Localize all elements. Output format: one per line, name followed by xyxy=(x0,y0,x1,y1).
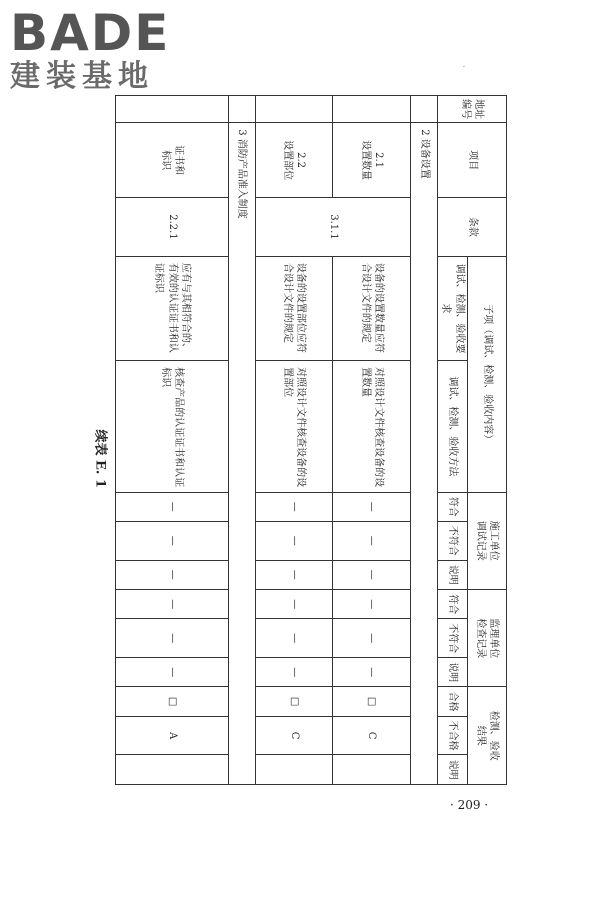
rotated-table-content xyxy=(115,95,507,785)
address-cell xyxy=(255,96,333,123)
section-title-equipment: 2 设备设置 xyxy=(411,123,438,785)
construction-nonconform: — xyxy=(255,522,333,561)
header-construction-nonconform: 不符合 xyxy=(438,522,468,561)
table-row xyxy=(333,96,411,785)
scan-dot: · xyxy=(463,64,465,71)
supervision-conform: — xyxy=(333,590,411,619)
result-qualified-checkbox: □ xyxy=(255,687,333,716)
header-construction-group: 施工单位 调试记录 xyxy=(468,492,507,589)
address-cell xyxy=(333,96,411,123)
row-requirement: 设备的设置数量应符合设计文件的规定 xyxy=(333,256,411,360)
header-result-qualified: 合格 xyxy=(438,687,468,716)
construction-conform: — xyxy=(333,492,411,521)
construction-nonconform: — xyxy=(333,522,411,561)
supervision-nonconform: — xyxy=(255,619,333,658)
section-address-cell xyxy=(411,96,438,123)
result-note xyxy=(333,755,411,785)
header-construction-conform: 符合 xyxy=(438,492,468,521)
header-address-code: 地址编号 xyxy=(438,96,507,123)
construction-note: — xyxy=(255,560,333,589)
logo-subtitle: 建装基地 xyxy=(10,59,154,94)
header-method: 调试、检测、验收方法 xyxy=(438,361,468,492)
construction-note: — xyxy=(116,560,229,589)
result-unqualified-grade: C xyxy=(255,716,333,755)
construction-nonconform: — xyxy=(116,522,229,561)
row-clause: 3.1.1 xyxy=(255,197,410,256)
supervision-note: — xyxy=(255,657,333,686)
row-clause: 2.2.1 xyxy=(116,197,229,256)
supervision-note: — xyxy=(333,657,411,686)
table-title: 续表 E. 1 xyxy=(92,429,108,489)
header-supervision-nonconform: 不符合 xyxy=(438,619,468,658)
supervision-conform: — xyxy=(116,590,229,619)
result-note xyxy=(255,755,333,785)
row-item: 证书和 标识 xyxy=(116,123,229,198)
result-note xyxy=(116,755,229,785)
row-method: 对照设计文件核查设备的设置部位 xyxy=(255,361,333,492)
section-title-product-access: 3 消防产品准入制度 xyxy=(228,123,255,785)
row-requirement: 应有与其相符合的、有效的认证证书和认证标识 xyxy=(116,256,229,360)
supervision-nonconform: — xyxy=(116,619,229,658)
rotated-table-wrapper xyxy=(115,95,507,785)
construction-conform: — xyxy=(116,492,229,521)
row-item: 2.2 设置部位 xyxy=(255,123,333,198)
section-address-cell xyxy=(228,96,255,123)
header-supervision-conform: 符合 xyxy=(438,590,468,619)
result-unqualified-grade: C xyxy=(333,716,411,755)
row-requirement: 设备的设置部位应符合设计文件的规定 xyxy=(255,256,333,360)
header-item: 项目 xyxy=(438,123,507,198)
logo-brand-text: BADE xyxy=(10,4,171,62)
table-row xyxy=(116,96,229,785)
header-result-unqualified: 不合格 xyxy=(438,716,468,755)
construction-note: — xyxy=(333,560,411,589)
result-unqualified-grade: A xyxy=(116,716,229,755)
acceptance-table xyxy=(115,95,507,785)
supervision-conform: — xyxy=(255,590,333,619)
row-method: 对照设计文件核查设备的设置数量 xyxy=(333,361,411,492)
header-subitem-group: 子项（调试、检测、验收内容） xyxy=(468,256,507,492)
supervision-note: — xyxy=(116,657,229,686)
brand-logo xyxy=(10,6,175,94)
header-result-group: 检测、验收 结果 xyxy=(468,687,507,785)
row-method: 核查产品的认证证书和认证标识 xyxy=(116,361,229,492)
header-supervision-group: 监理单位 检查记录 xyxy=(468,590,507,687)
address-cell xyxy=(116,96,229,123)
result-qualified-checkbox: □ xyxy=(333,687,411,716)
result-qualified-checkbox: □ xyxy=(116,687,229,716)
header-result-note: 说明 xyxy=(438,755,468,785)
page-number: · 209 · xyxy=(450,798,489,812)
header-requirement: 调试、检测、验收要求 xyxy=(438,256,468,360)
header-construction-note: 说明 xyxy=(438,560,468,589)
header-clause: 条款 xyxy=(438,197,507,256)
header-supervision-note: 说明 xyxy=(438,657,468,686)
supervision-nonconform: — xyxy=(333,619,411,658)
construction-conform: — xyxy=(255,492,333,521)
row-item: 2.1 设置数量 xyxy=(333,123,411,198)
